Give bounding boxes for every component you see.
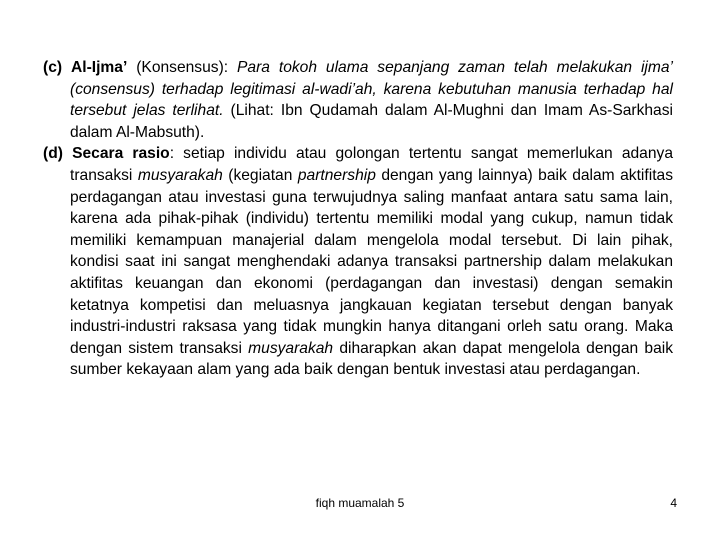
item-text: diharapkan akan dapat mengelola dengan baik sumber kekayaan alam yang ada baik dengan bentuk investasi atau perdagangan.: [70, 339, 674, 379]
item-text: dengan yang lainnya) baik dalam aktifitas perdagangan atau investasi guna terwujudnya saling manfaat antara satu sama lain, karena ada pihak-pihak (individu) tertentu memiliki modal yang cukup, namun tidak memiliki kemampuan manajerial dalam mengelola modal tersebut. Di lain pihak, kondisi saat ini sangat menghendaki adanya transaksi partnership dalam melakukan aktifitas keuangan dan ekonomi (perdagangan dan investasi) dengan semakin ketatnya kompetisi dan meluasnya jangkauan kegiatan tersebut dengan banyak industri-industri raksasa yang tidak mungkin hanya ditangani orleh satu orang. Maka dengan sistem transaksi: [70, 166, 673, 357]
item-term: Secara rasio: [72, 145, 170, 163]
item-italic-text: musyarakah: [137, 166, 223, 184]
item-italic-text: musyarakah: [248, 339, 334, 357]
item-text: : setiap individu atau golongan tertentu sangat memerlukan adanya transaksi: [70, 145, 673, 184]
item-text: (kegiatan: [222, 166, 298, 184]
item-italic-text: partnership: [297, 166, 376, 184]
slide-body: [43, 57, 673, 381]
item-italic-text: Para tokoh ulama sepanjang zaman telah melakukan ijma’ (consensus) terhadap legitimasi al-wadi’ah, karena kebutuhan manusia terhadap hal tersebut jelas terlihat.: [70, 59, 673, 120]
item-marker: (d): [43, 145, 63, 163]
item-parenthetical: (Konsensus):: [127, 59, 238, 76]
paragraph-rasio: [43, 143, 673, 381]
page-number: 4: [670, 496, 677, 510]
paragraph-ijma: [43, 57, 673, 143]
item-rest: (Lihat: Ibn Qudamah dalam Al-Mughni dan Imam As-Sarkhasi dalam Al-Mabsuth).: [70, 102, 673, 141]
item-marker: (c): [43, 59, 63, 76]
footer-label: fiqh muamalah 5: [315, 496, 405, 510]
item-term: Al-Ijma’: [70, 59, 128, 76]
